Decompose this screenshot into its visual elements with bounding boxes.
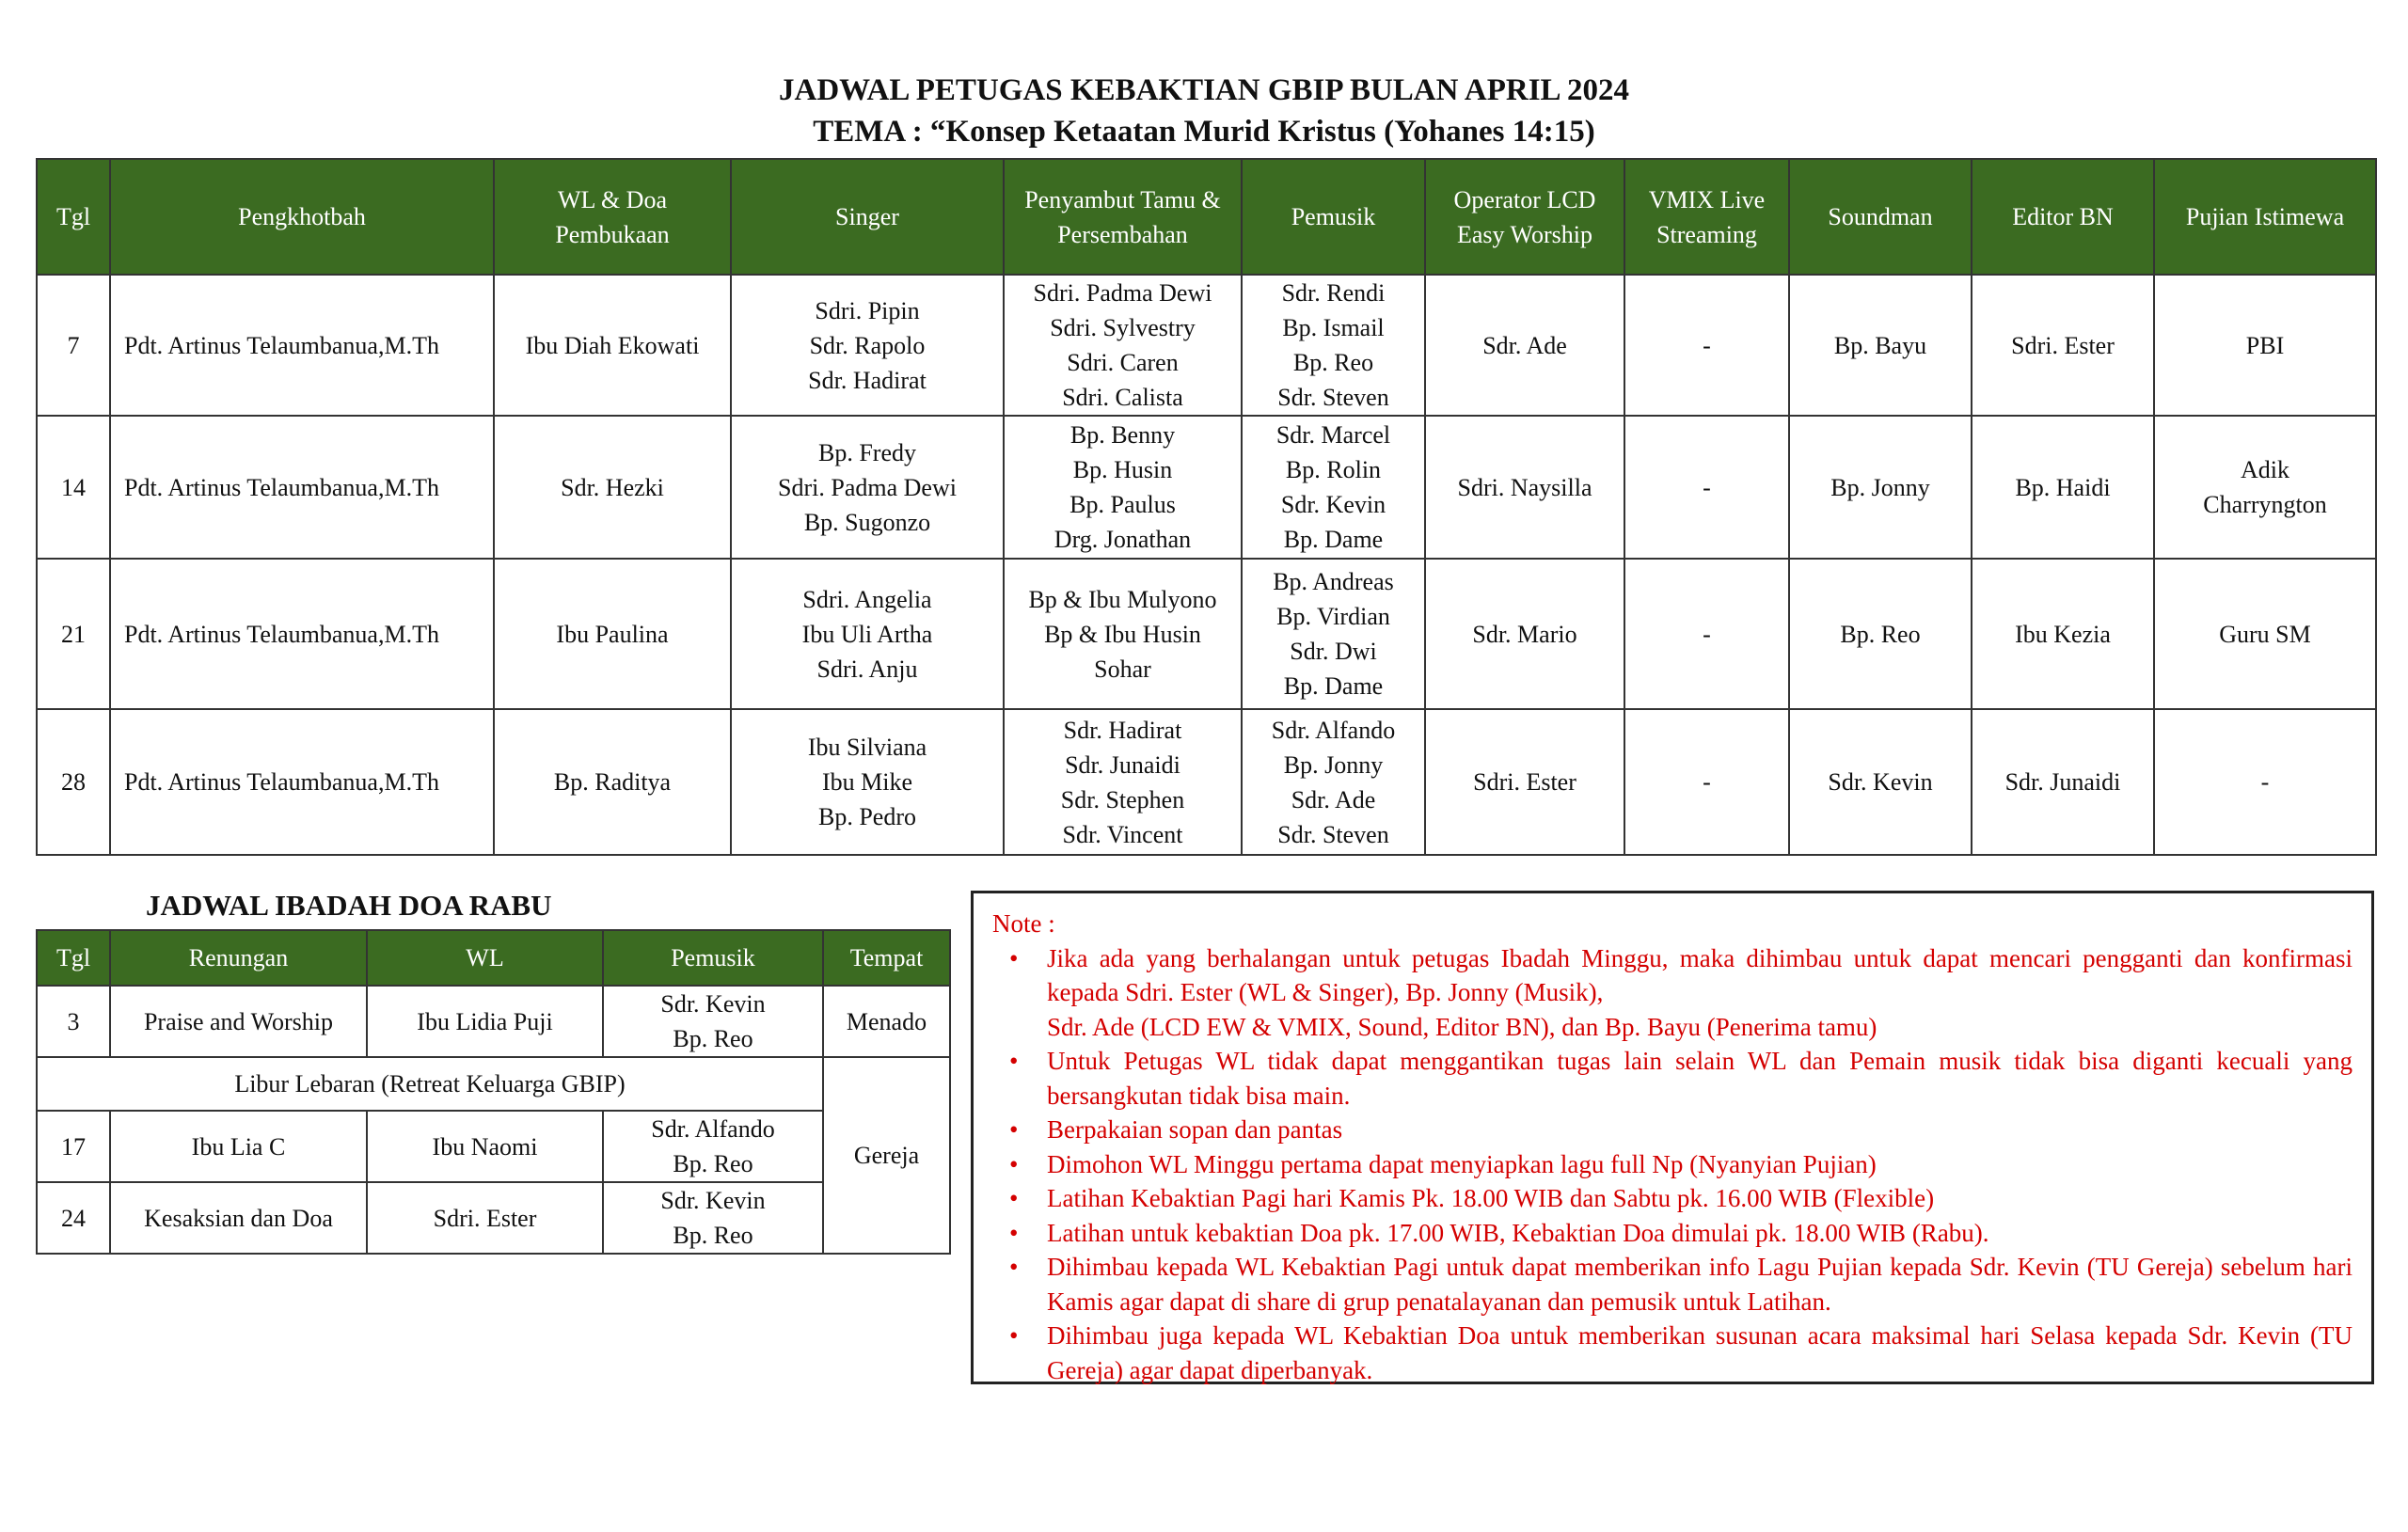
note-item	[992, 1044, 2353, 1113]
bullet-icon: •	[1009, 1149, 1019, 1178]
pemusik-name: Bp. Reo	[673, 1025, 753, 1052]
wl-cell: Bp. Raditya	[494, 709, 731, 855]
note-item	[992, 1147, 2353, 1182]
pemusik-cell	[603, 1182, 823, 1254]
soundman-cell: Sdr. Kevin	[1789, 709, 1972, 855]
pemusik-name: Bp. Jonny	[1283, 750, 1384, 779]
tgl-cell: 17	[37, 1111, 110, 1182]
column-header: Pemusik	[603, 930, 823, 986]
penyambut-name: Drg. Jonathan	[1054, 526, 1192, 553]
column-header: Singer	[731, 159, 1004, 275]
note-label: Note :	[992, 909, 1055, 938]
penyambut-name: Bp & Ibu Husin	[1044, 620, 1201, 648]
column-header: Pengkhotbah	[110, 159, 494, 275]
libur-cell: Libur Lebaran (Retreat Keluarga GBIP)	[37, 1057, 823, 1111]
table-row	[37, 986, 950, 1057]
penyambut-name: Bp & Ibu Mulyono	[1028, 585, 1217, 613]
penyambut-name: Sdri. Calista	[1062, 384, 1183, 411]
note-text: Latihan Kebaktian Pagi hari Kamis Pk. 18.00 WIB dan Sabtu pk. 16.00 WIB (Flexible)	[1047, 1184, 1935, 1212]
note-item	[992, 1113, 2353, 1147]
bullet-icon: •	[1009, 1253, 1019, 1281]
column-header: Tgl	[37, 159, 110, 275]
table-row	[37, 1111, 950, 1182]
pemusik-cell	[603, 1111, 823, 1182]
tgl-cell: 14	[37, 416, 110, 559]
soundman-cell: Bp. Jonny	[1789, 416, 1972, 559]
tgl-cell: 3	[37, 986, 110, 1057]
wl-cell: Ibu Naomi	[367, 1111, 603, 1182]
column-header: Editor BN	[1972, 159, 2154, 275]
editor-cell: Ibu Kezia	[1972, 559, 2154, 709]
penyambut-name: Bp. Benny	[1069, 421, 1176, 449]
table-row	[37, 709, 2376, 855]
pujian-name: PBI	[2245, 331, 2285, 359]
pemusik-cell	[1242, 416, 1425, 559]
column-header: Penyambut Tamu & Persembahan	[1004, 159, 1242, 275]
vmix-cell: -	[1624, 709, 1789, 855]
tgl-cell: 28	[37, 709, 110, 855]
bullet-icon: •	[1009, 1321, 1019, 1350]
pemusik-name: Sdr. Alfando	[1271, 716, 1396, 744]
note-text: Jika ada yang berhalangan untuk petugas Ibadah Minggu, maka dihimbau untuk dapat mencari pengganti dan konfirmasi kepada Sdri. Ester (WL & Singer), Bp. Jonny (Musik),	[1047, 943, 2353, 1006]
penyambut-name: Sdr. Vincent	[1062, 820, 1183, 848]
table-row	[37, 1182, 950, 1254]
vmix-cell: -	[1624, 416, 1789, 559]
singer-name: Sdr. Hadirat	[808, 366, 927, 394]
wl-cell: Ibu Paulina	[494, 559, 731, 709]
pemusik-name: Bp. Virdian	[1276, 603, 1390, 630]
bullet-icon: •	[1009, 1184, 1019, 1212]
note-text: Dihimbau kepada WL Kebaktian Pagi untuk dapat memberikan info Lagu Pujian kepada Sdr. Kevin (TU Gereja) sebelum hari Kamis agar dapat di share di grup penatalayanan dan pemusik untuk Latihan.	[1047, 1253, 2353, 1316]
lcd-cell: Sdr. Ade	[1425, 275, 1624, 416]
column-header: Pujian Istimewa	[2154, 159, 2376, 275]
pemusik-name: Sdr. Kevin	[660, 1187, 766, 1214]
pemusik-name: Sdr. Steven	[1277, 384, 1389, 411]
renungan-cell: Ibu Lia C	[110, 1111, 367, 1182]
column-header: Operator LCD Easy Worship	[1425, 159, 1624, 275]
penyambut-name: Bp. Husin	[1072, 456, 1173, 483]
penyambut-cell	[1004, 559, 1242, 709]
penyambut-name: Sdr. Stephen	[1060, 785, 1185, 813]
column-header: Tgl	[37, 930, 110, 986]
singer-cell	[731, 416, 1004, 559]
schedule-table	[36, 158, 2377, 856]
tempat-cell: Menado	[823, 986, 950, 1057]
pemusik-name: Bp. Rolin	[1285, 456, 1382, 483]
lcd-cell: Sdri. Naysilla	[1425, 416, 1624, 559]
column-header: WL	[367, 930, 603, 986]
pujian-name: Adik	[2241, 456, 2289, 483]
pemusik-name: Sdr. Alfando	[651, 1115, 775, 1143]
penyambut-name: Sdri. Sylvestry	[1050, 314, 1196, 341]
pengkhotbah-cell: Pdt. Artinus Telaumbanua,M.Th	[110, 416, 494, 559]
singer-name: Bp. Pedro	[818, 803, 916, 830]
pemusik-cell	[1242, 709, 1425, 855]
note-list	[992, 941, 2353, 1388]
note-text: Dihimbau juga kepada WL Kebaktian Doa untuk memberikan susunan acara maksimal hari Selasa kepada Sdr. Kevin (TU Gereja) agar dapat diperbanyak.	[1047, 1321, 2353, 1384]
penyambut-name: Sdr. Hadirat	[1063, 716, 1182, 744]
wl-cell: Ibu Lidia Puji	[367, 986, 603, 1057]
note-text: Untuk Petugas WL tidak dapat menggantikan tugas lain selain WL dan Pemain musik tidak bisa diganti kecuali yang bersangkutan tidak bisa main.	[1047, 1047, 2353, 1110]
pemusik-name: Bp. Reo	[673, 1222, 753, 1249]
column-header: Soundman	[1789, 159, 1972, 275]
penyambut-cell	[1004, 275, 1242, 416]
note-item	[992, 1319, 2353, 1387]
pujian-cell	[2154, 709, 2376, 855]
pujian-name: Charryngton	[2203, 491, 2327, 518]
pengkhotbah-cell: Pdt. Artinus Telaumbanua,M.Th	[110, 275, 494, 416]
editor-cell: Sdri. Ester	[1972, 275, 2154, 416]
penyambut-name: Sohar	[1094, 655, 1151, 683]
editor-cell: Sdr. Junaidi	[1972, 709, 2154, 855]
singer-name: Sdr. Rapolo	[809, 331, 926, 359]
pujian-cell	[2154, 416, 2376, 559]
pemusik-name: Bp. Reo	[1292, 349, 1374, 376]
soundman-cell: Bp. Reo	[1789, 559, 1972, 709]
wl-cell: Sdr. Hezki	[494, 416, 731, 559]
note-item	[992, 1216, 2353, 1251]
bullet-icon: •	[1009, 1047, 1019, 1075]
pemusik-name: Sdr. Steven	[1277, 820, 1389, 848]
editor-cell: Bp. Haidi	[1972, 416, 2154, 559]
page-title: JADWAL PETUGAS KEBAKTIAN GBIP BULAN APRIL 2024	[778, 73, 1629, 107]
note-text: Latihan untuk kebaktian Doa pk. 17.00 WIB, Kebaktian Doa dimulai pk. 18.00 WIB (Rabu).	[1047, 1218, 1989, 1247]
penyambut-name: Sdri. Caren	[1067, 349, 1179, 376]
tgl-cell: 7	[37, 275, 110, 416]
pengkhotbah-cell: Pdt. Artinus Telaumbanua,M.Th	[110, 559, 494, 709]
column-header: Pemusik	[1242, 159, 1425, 275]
penyambut-name: Sdri. Padma Dewi	[1033, 279, 1212, 307]
penyambut-cell	[1004, 709, 1242, 855]
column-header: Renungan	[110, 930, 367, 986]
pemusik-name: Bp. Ismail	[1282, 314, 1385, 341]
soundman-cell: Bp. Bayu	[1789, 275, 1972, 416]
column-header: VMIX Live Streaming	[1624, 159, 1789, 275]
penyambut-name: Sdr. Junaidi	[1065, 750, 1180, 779]
pemusik-name: Sdr. Ade	[1291, 785, 1376, 813]
lcd-cell: Sdri. Ester	[1425, 709, 1624, 855]
bullet-icon: •	[1009, 943, 1019, 972]
vmix-cell: -	[1624, 275, 1789, 416]
pemusik-name: Sdr. Dwi	[1290, 638, 1377, 665]
table-row	[37, 275, 2376, 416]
tgl-cell: 21	[37, 559, 110, 709]
table-row	[37, 416, 2376, 559]
singer-name: Sdri. Pipin	[815, 296, 920, 324]
singer-name: Sdri. Anju	[816, 655, 918, 683]
note-text: Sdr. Ade (LCD EW & VMIX, Sound, Editor BN), dan Bp. Bayu (Penerima tamu)	[1047, 1012, 1877, 1041]
pujian-cell	[2154, 559, 2376, 709]
singer-cell	[731, 559, 1004, 709]
wl-cell: Sdri. Ester	[367, 1182, 603, 1254]
bullet-icon: •	[1009, 1218, 1019, 1247]
note-item	[992, 1181, 2353, 1216]
renungan-cell: Kesaksian dan Doa	[110, 1182, 367, 1254]
pemusik-name: Bp. Dame	[1283, 526, 1384, 553]
singer-name: Bp. Sugonzo	[803, 508, 931, 536]
pujian-name: Guru SM	[2219, 620, 2311, 648]
note-item	[992, 941, 2353, 1045]
rabu-title: JADWAL IBADAH DOA RABU	[146, 889, 552, 922]
pengkhotbah-cell: Pdt. Artinus Telaumbanua,M.Th	[110, 709, 494, 855]
wl-cell: Ibu Diah Ekowati	[494, 275, 731, 416]
rabu-table	[36, 929, 951, 1255]
lcd-cell: Sdr. Mario	[1425, 559, 1624, 709]
note-item	[992, 1250, 2353, 1319]
bullet-icon: •	[1009, 1115, 1019, 1144]
pemusik-name: Sdr. Kevin	[1280, 491, 1386, 518]
vmix-cell: -	[1624, 559, 1789, 709]
pemusik-name: Bp. Andreas	[1273, 568, 1394, 595]
penyambut-cell	[1004, 416, 1242, 559]
pemusik-name: Bp. Dame	[1283, 672, 1384, 700]
pemusik-cell	[603, 986, 823, 1057]
pujian-name: -	[2260, 768, 2270, 796]
table-row	[37, 559, 2376, 709]
tempat-cell: Gereja	[823, 1057, 950, 1254]
singer-name: Sdri. Padma Dewi	[778, 473, 957, 501]
pemusik-name: Sdr. Marcel	[1275, 421, 1391, 449]
singer-cell	[731, 709, 1004, 855]
pemusik-name: Sdr. Rendi	[1281, 279, 1386, 307]
singer-name: Bp. Fredy	[818, 438, 916, 466]
singer-name: Ibu Mike	[821, 768, 913, 796]
singer-cell	[731, 275, 1004, 416]
pemusik-cell	[1242, 275, 1425, 416]
table-row	[37, 1057, 950, 1111]
pemusik-cell	[1242, 559, 1425, 709]
pujian-cell	[2154, 275, 2376, 416]
tgl-cell: 24	[37, 1182, 110, 1254]
penyambut-name: Bp. Paulus	[1069, 491, 1176, 518]
page-theme: TEMA : “Konsep Ketaatan Murid Kristus (Yohanes 14:15)	[813, 115, 1595, 149]
note-box	[971, 891, 2374, 1384]
note-text: Berpakaian sopan dan pantas	[1047, 1115, 1343, 1144]
renungan-cell: Praise and Worship	[110, 986, 367, 1057]
pemusik-name: Sdr. Kevin	[660, 990, 766, 1018]
singer-name: Ibu Uli Artha	[801, 620, 933, 648]
note-text: Dimohon WL Minggu pertama dapat menyiapkan lagu full Np (Nyanyian Pujian)	[1047, 1149, 1877, 1178]
pemusik-name: Bp. Reo	[673, 1150, 753, 1177]
singer-name: Sdri. Angelia	[802, 585, 932, 613]
singer-name: Ibu Silviana	[807, 734, 927, 761]
column-header: Tempat	[823, 930, 950, 986]
column-header: WL & Doa Pembukaan	[494, 159, 731, 275]
